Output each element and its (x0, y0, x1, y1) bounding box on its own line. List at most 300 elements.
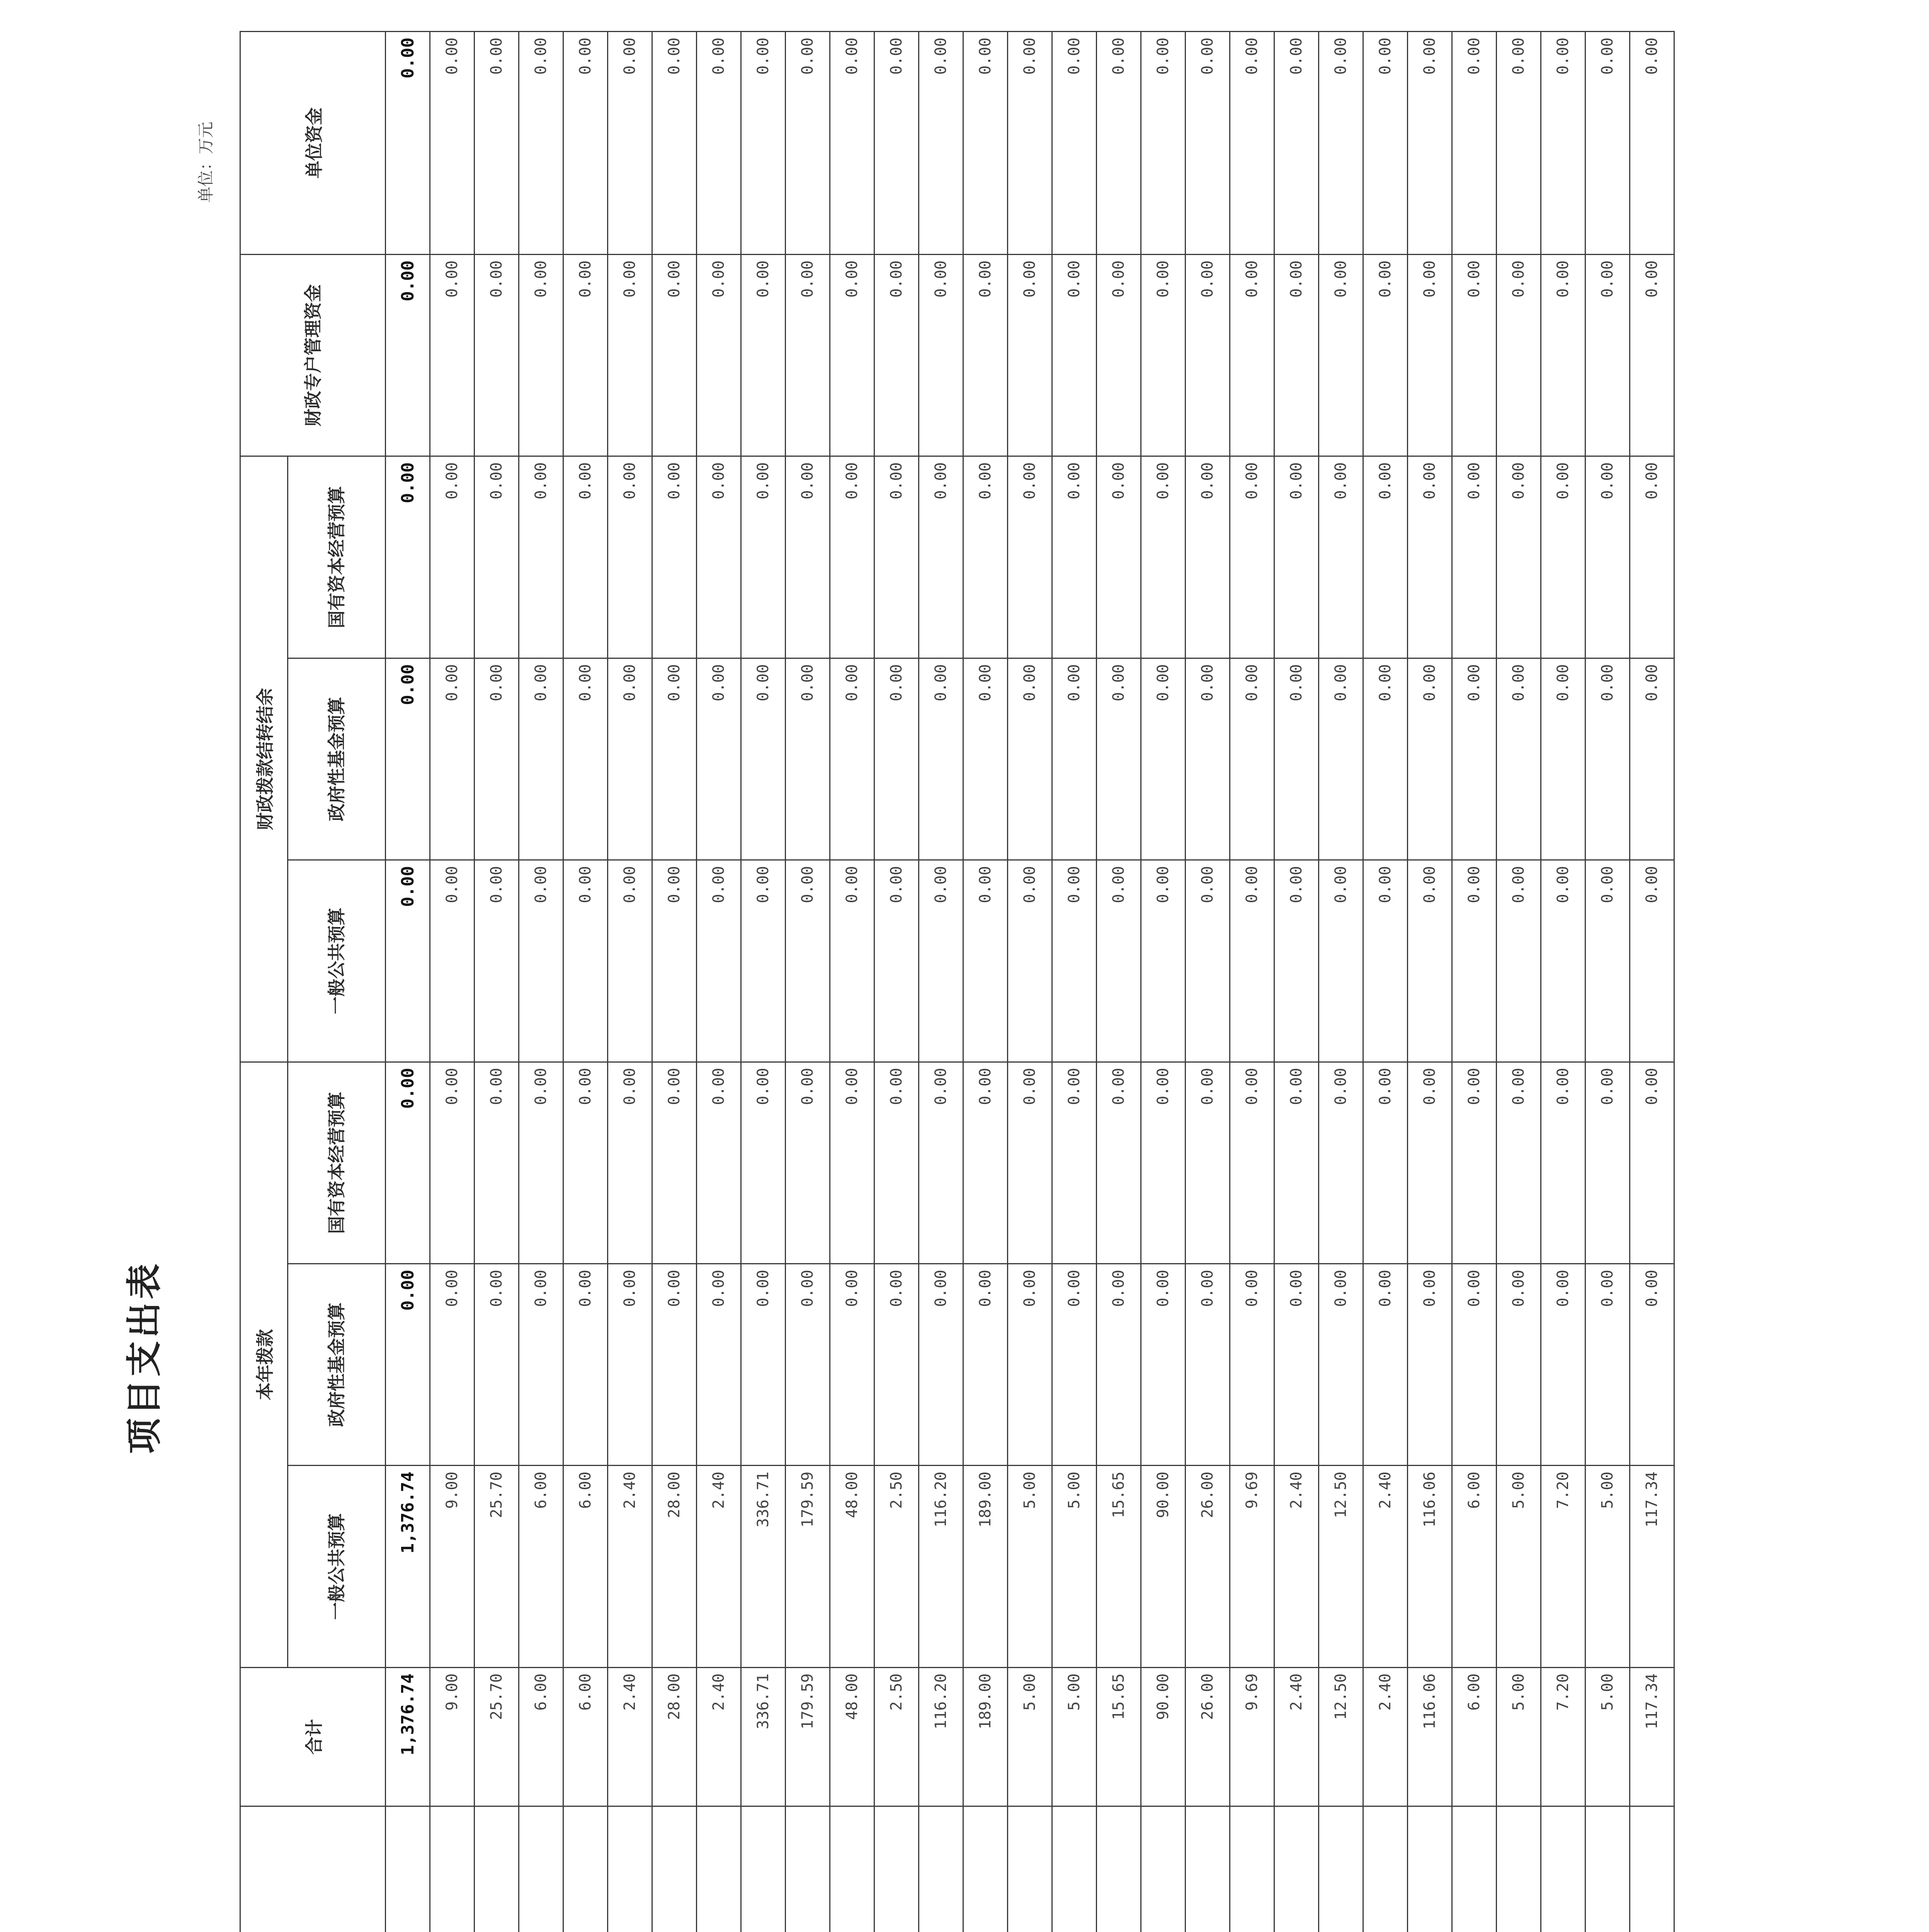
cell-s: 0.00 (1541, 1062, 1585, 1264)
cell-total: 116.20 (919, 1667, 963, 1806)
cell-f: 0.00 (697, 1264, 741, 1466)
cell-u: 0.00 (786, 32, 830, 255)
cell-total: 25.70 (475, 1667, 519, 1806)
cell-cf: 0.00 (1630, 658, 1674, 860)
cell-u: 0.00 (1497, 32, 1541, 255)
cell-project-name (1319, 1806, 1363, 1932)
cell-u: 0.00 (830, 32, 874, 255)
cell-cf: 0.00 (1541, 658, 1585, 860)
cell-total: 2.40 (1363, 1667, 1408, 1806)
cell-f: 0.00 (1497, 1264, 1541, 1466)
cell-sp: 0.00 (1230, 254, 1274, 456)
cell-cg: 0.00 (1052, 860, 1097, 1062)
cell-cs: 0.00 (1097, 456, 1141, 658)
cell-u: 0.00 (1141, 32, 1186, 255)
cell-u: 0.00 (1408, 32, 1452, 255)
cell-project-name (741, 1806, 786, 1932)
cell-sp: 0.00 (874, 254, 919, 456)
cell-project-name (652, 1806, 697, 1932)
cell-g: 6.00 (519, 1466, 563, 1667)
cell-cf: 0.00 (1408, 658, 1452, 860)
cell-cf: 0.00 (697, 658, 741, 860)
table-row (1541, 32, 1585, 1932)
cell-g: 5.00 (1585, 1466, 1630, 1667)
cell-f: 0.00 (786, 1264, 830, 1466)
cell-u: 0.00 (697, 32, 741, 255)
cell-cg: 0.00 (1097, 860, 1141, 1062)
table-row (430, 32, 475, 1932)
cell-total: 6.00 (519, 1667, 563, 1806)
cell-project-name (1408, 1806, 1452, 1932)
cell-cg: 0.00 (1408, 860, 1452, 1062)
cell-u: 0.00 (919, 32, 963, 255)
cell-cf: 0.00 (1230, 658, 1274, 860)
table-row (963, 32, 1008, 1932)
cell-project-name (1585, 1806, 1630, 1932)
cell-cg: 0.00 (1230, 860, 1274, 1062)
cell-cf: 0.00 (1186, 658, 1230, 860)
cell-cs: 0.00 (1452, 456, 1497, 658)
cell-project-name (874, 1806, 919, 1932)
cell-sp: 0.00 (519, 254, 563, 456)
table-row (1186, 32, 1230, 1932)
cell-f: 0.00 (652, 1264, 697, 1466)
cell-u: 0.00 (1630, 32, 1674, 255)
table-row (652, 32, 697, 1932)
cell-cs: 0.00 (874, 456, 919, 658)
cell-s: 0.00 (608, 1062, 652, 1264)
header-state-capital: 国有资本经营预算 (288, 1062, 386, 1264)
cell-cs: 0.00 (1541, 456, 1585, 658)
cell-cf: 0.00 (652, 658, 697, 860)
cell-f: 0.00 (1585, 1264, 1630, 1466)
cell-project-name (1097, 1806, 1141, 1932)
cell-g: 48.00 (830, 1466, 874, 1667)
cell-f: 0.00 (874, 1264, 919, 1466)
header-group-carry: 财政拨款结转结余 (240, 456, 288, 1062)
cell-g: 26.00 (1186, 1466, 1230, 1667)
cell-cf: 0.00 (1274, 658, 1319, 860)
cell-total: 336.71 (741, 1667, 786, 1806)
table-row (786, 32, 830, 1932)
cell-f: 0.00 (1230, 1264, 1274, 1466)
cell-cg: 0.00 (1585, 860, 1630, 1062)
table-row (741, 32, 786, 1932)
cell-g: 5.00 (1497, 1466, 1541, 1667)
header-special: 财政专户管理资金 (240, 254, 386, 456)
cell-s: 0.00 (1408, 1062, 1452, 1264)
cell-total: 5.00 (1052, 1667, 1097, 1806)
cell-cf: 0.00 (1052, 658, 1097, 860)
table-row (563, 32, 608, 1932)
cell-g: 6.00 (1452, 1466, 1497, 1667)
cell-s: 0.00 (1630, 1062, 1674, 1264)
cell-cs: 0.00 (608, 456, 652, 658)
cell-cf: 0.00 (1008, 658, 1052, 860)
cell-total: 179.59 (786, 1667, 830, 1806)
cell-f: 0.00 (741, 1264, 786, 1466)
cell-s: 0.00 (1319, 1062, 1363, 1264)
cell-cg: 0.00 (1186, 860, 1230, 1062)
cell-total: 5.00 (1585, 1667, 1630, 1806)
header-group-current: 本年拨款 (240, 1062, 288, 1667)
table-row (519, 32, 563, 1932)
cell-s: 0.00 (430, 1062, 475, 1264)
cell-u: 0.00 (1097, 32, 1141, 255)
page-title: 项目支出表 (123, 1260, 165, 1454)
cell-total: 26.00 (1186, 1667, 1230, 1806)
cell-total: 6.00 (563, 1667, 608, 1806)
table-row (1585, 32, 1630, 1932)
cell-g: 336.71 (741, 1466, 786, 1667)
cell-total: 5.00 (1008, 1667, 1052, 1806)
cell-cs: 0.00 (1274, 456, 1319, 658)
cell-s: 0.00 (1052, 1062, 1097, 1264)
header-general: 一般公共预算 (288, 1466, 386, 1667)
cell-g: 2.40 (608, 1466, 652, 1667)
cell-g: 2.40 (1274, 1466, 1319, 1667)
cell-f: 0.00 (1363, 1264, 1408, 1466)
cell-f: 0.00 (1630, 1264, 1674, 1466)
cell-cs: 0.00 (1585, 456, 1630, 658)
cell-total: 2.50 (874, 1667, 919, 1806)
cell-cs: 0.00 (741, 456, 786, 658)
table-row (1497, 32, 1541, 1932)
cell-project-name (1497, 1806, 1541, 1932)
cell-cs: 0.00 (1052, 456, 1097, 658)
cell-sp: 0.00 (652, 254, 697, 456)
cell-sp: 0.00 (430, 254, 475, 456)
cell-project-name (1274, 1806, 1319, 1932)
cell-g: 5.00 (1008, 1466, 1052, 1667)
cell-g: 5.00 (1052, 1466, 1097, 1667)
cell-g: 2.40 (1363, 1466, 1408, 1667)
cell-u: 0.00 (1363, 32, 1408, 255)
cell-total: 15.65 (1097, 1667, 1141, 1806)
cell-cf: 0.00 (1497, 658, 1541, 860)
cell-project-name (830, 1806, 874, 1932)
cell-cs: 0.00 (1497, 456, 1541, 658)
cell-cs: 0.00 (475, 456, 519, 658)
cell-total: 48.00 (830, 1667, 874, 1806)
cell-f: 0.00 (563, 1264, 608, 1466)
cell-g: 117.34 (1630, 1466, 1674, 1667)
cell-total: 28.00 (652, 1667, 697, 1806)
cell-g: 116.06 (1408, 1466, 1452, 1667)
cell-sp: 0.00 (741, 254, 786, 456)
cell-u: 0.00 (1452, 32, 1497, 255)
cell-total: 2.40 (608, 1667, 652, 1806)
cell-cs: 0.00 (430, 456, 475, 658)
cell-s: 0.00 (652, 1062, 697, 1264)
cell-sp: 0.00 (1497, 254, 1541, 456)
cell-sp: 0.00 (1186, 254, 1230, 456)
cell-cg: 0.00 (430, 860, 475, 1062)
cell-project-name (1008, 1806, 1052, 1932)
cell-s: 0.00 (874, 1062, 919, 1264)
cell-total: 2.40 (697, 1667, 741, 1806)
cell-project-name (1052, 1806, 1097, 1932)
cell-f: 0.00 (1541, 1264, 1585, 1466)
cell-s: 0.00 (1097, 1062, 1141, 1264)
cell-cf: 0.00 (386, 658, 430, 860)
cell-cg: 0.00 (1541, 860, 1585, 1062)
header-carry-general: 一般公共预算 (288, 860, 386, 1062)
cell-sp: 0.00 (1274, 254, 1319, 456)
cell-total: 1,376.74 (386, 1667, 430, 1806)
cell-g: 7.20 (1541, 1466, 1585, 1667)
cell-cf: 0.00 (874, 658, 919, 860)
cell-sp: 0.00 (1052, 254, 1097, 456)
cell-cg: 0.00 (786, 860, 830, 1062)
cell-sp: 0.00 (1141, 254, 1186, 456)
cell-f: 0.00 (519, 1264, 563, 1466)
header-carry-state-capital: 国有资本经营预算 (288, 456, 386, 658)
cell-g: 9.00 (430, 1466, 475, 1667)
cell-sp: 0.00 (1097, 254, 1141, 456)
cell-g: 12.50 (1319, 1466, 1363, 1667)
cell-cf: 0.00 (475, 658, 519, 860)
cell-u: 0.00 (519, 32, 563, 255)
cell-cg: 0.00 (963, 860, 1008, 1062)
cell-s: 0.00 (1363, 1062, 1408, 1264)
cell-u: 0.00 (1186, 32, 1230, 255)
cell-s: 0.00 (1585, 1062, 1630, 1264)
cell-cs: 0.00 (830, 456, 874, 658)
cell-f: 0.00 (1408, 1264, 1452, 1466)
table-row (874, 32, 919, 1932)
cell-u: 0.00 (430, 32, 475, 255)
cell-s: 0.00 (830, 1062, 874, 1264)
cell-cf: 0.00 (919, 658, 963, 860)
cell-total: 2.40 (1274, 1667, 1319, 1806)
cell-cg: 0.00 (919, 860, 963, 1062)
table-row (1008, 32, 1052, 1932)
cell-total: 189.00 (963, 1667, 1008, 1806)
cell-sp: 0.00 (1319, 254, 1363, 456)
cell-total: 90.00 (1141, 1667, 1186, 1806)
cell-u: 0.00 (475, 32, 519, 255)
cell-f: 0.00 (386, 1264, 430, 1466)
cell-cg: 0.00 (1497, 860, 1541, 1062)
cell-cs: 0.00 (697, 456, 741, 658)
cell-sp: 0.00 (830, 254, 874, 456)
cell-total: 5.00 (1497, 1667, 1541, 1806)
cell-cg: 0.00 (475, 860, 519, 1062)
cell-total: 9.00 (430, 1667, 475, 1806)
cell-cg: 0.00 (1363, 860, 1408, 1062)
cell-f: 0.00 (830, 1264, 874, 1466)
cell-cf: 0.00 (1585, 658, 1630, 860)
cell-cg: 0.00 (1452, 860, 1497, 1062)
cell-cs: 0.00 (1186, 456, 1230, 658)
unit-label: 单位：万元 (196, 121, 215, 203)
cell-sp: 0.00 (1363, 254, 1408, 456)
cell-u: 0.00 (963, 32, 1008, 255)
cell-project-name (919, 1806, 963, 1932)
cell-cf: 0.00 (1097, 658, 1141, 860)
cell-sp: 0.00 (919, 254, 963, 456)
cell-f: 0.00 (1052, 1264, 1097, 1466)
cell-cf: 0.00 (1363, 658, 1408, 860)
cell-s: 0.00 (386, 1062, 430, 1264)
cell-f: 0.00 (1319, 1264, 1363, 1466)
cell-u: 0.00 (386, 32, 430, 255)
cell-total: 117.34 (1630, 1667, 1674, 1806)
cell-cs: 0.00 (1008, 456, 1052, 658)
cell-u: 0.00 (652, 32, 697, 255)
cell-cs: 0.00 (1630, 456, 1674, 658)
table-row (608, 32, 652, 1932)
cell-g: 28.00 (652, 1466, 697, 1667)
cell-u: 0.00 (1585, 32, 1630, 255)
cell-s: 0.00 (919, 1062, 963, 1264)
cell-f: 0.00 (1186, 1264, 1230, 1466)
cell-s: 0.00 (963, 1062, 1008, 1264)
cell-total: 6.00 (1452, 1667, 1497, 1806)
table-row (1452, 32, 1497, 1932)
cell-f: 0.00 (919, 1264, 963, 1466)
cell-sp: 0.00 (1585, 254, 1630, 456)
cell-project-name (386, 1806, 430, 1932)
cell-f: 0.00 (963, 1264, 1008, 1466)
cell-s: 0.00 (1141, 1062, 1186, 1264)
cell-cs: 0.00 (1363, 456, 1408, 658)
cell-s: 0.00 (1230, 1062, 1274, 1264)
cell-cs: 0.00 (1319, 456, 1363, 658)
cell-total: 116.06 (1408, 1667, 1452, 1806)
cell-f: 0.00 (1097, 1264, 1141, 1466)
cell-u: 0.00 (1319, 32, 1363, 255)
header-unit-fund: 单位资金 (240, 32, 386, 255)
cell-s: 0.00 (1008, 1062, 1052, 1264)
cell-s: 0.00 (741, 1062, 786, 1264)
cell-cs: 0.00 (652, 456, 697, 658)
cell-project-name (1141, 1806, 1186, 1932)
cell-cg: 0.00 (386, 860, 430, 1062)
cell-sp: 0.00 (697, 254, 741, 456)
cell-cg: 0.00 (519, 860, 563, 1062)
table-row (1408, 32, 1452, 1932)
cell-cs: 0.00 (386, 456, 430, 658)
cell-g: 1,376.74 (386, 1466, 430, 1667)
table-row-total (386, 32, 430, 1932)
cell-s: 0.00 (519, 1062, 563, 1264)
cell-cg: 0.00 (1008, 860, 1052, 1062)
table-row (919, 32, 963, 1932)
table-row (1363, 32, 1408, 1932)
cell-sp: 0.00 (386, 254, 430, 456)
table-row (697, 32, 741, 1932)
cell-project-name (430, 1806, 475, 1932)
cell-g: 116.20 (919, 1466, 963, 1667)
cell-s: 0.00 (1452, 1062, 1497, 1264)
cell-f: 0.00 (1274, 1264, 1319, 1466)
cell-cf: 0.00 (1452, 658, 1497, 860)
cell-cg: 0.00 (1630, 860, 1674, 1062)
cell-sp: 0.00 (608, 254, 652, 456)
cell-cs: 0.00 (919, 456, 963, 658)
cell-cg: 0.00 (1319, 860, 1363, 1062)
table-row (830, 32, 874, 1932)
cell-s: 0.00 (786, 1062, 830, 1264)
cell-s: 0.00 (1274, 1062, 1319, 1264)
cell-f: 0.00 (608, 1264, 652, 1466)
cell-cs: 0.00 (786, 456, 830, 658)
cell-u: 0.00 (1008, 32, 1052, 255)
cell-cs: 0.00 (519, 456, 563, 658)
header-carry-fund: 政府性基金预算 (288, 658, 386, 860)
cell-cf: 0.00 (830, 658, 874, 860)
cell-u: 0.00 (1230, 32, 1274, 255)
cell-project-name (475, 1806, 519, 1932)
cell-u: 0.00 (1541, 32, 1585, 255)
cell-cf: 0.00 (741, 658, 786, 860)
cell-project-name (1630, 1806, 1674, 1932)
cell-u: 0.00 (608, 32, 652, 255)
cell-cf: 0.00 (786, 658, 830, 860)
cell-project-name (519, 1806, 563, 1932)
cell-cg: 0.00 (741, 860, 786, 1062)
cell-f: 0.00 (1008, 1264, 1052, 1466)
cell-total: 7.20 (1541, 1667, 1585, 1806)
cell-g: 179.59 (786, 1466, 830, 1667)
cell-cg: 0.00 (652, 860, 697, 1062)
cell-cf: 0.00 (519, 658, 563, 860)
cell-cs: 0.00 (1141, 456, 1186, 658)
cell-sp: 0.00 (475, 254, 519, 456)
table-row (475, 32, 519, 1932)
project-expenditure-table (240, 31, 1675, 1932)
cell-sp: 0.00 (1452, 254, 1497, 456)
cell-sp: 0.00 (1630, 254, 1674, 456)
cell-g: 15.65 (1097, 1466, 1141, 1667)
cell-cf: 0.00 (963, 658, 1008, 860)
cell-project-name (1230, 1806, 1274, 1932)
cell-project-name (1452, 1806, 1497, 1932)
table-row (1319, 32, 1363, 1932)
cell-project-name (563, 1806, 608, 1932)
cell-f: 0.00 (1452, 1264, 1497, 1466)
cell-cg: 0.00 (608, 860, 652, 1062)
cell-sp: 0.00 (963, 254, 1008, 456)
cell-f: 0.00 (1141, 1264, 1186, 1466)
cell-g: 2.50 (874, 1466, 919, 1667)
cell-u: 0.00 (563, 32, 608, 255)
cell-cf: 0.00 (608, 658, 652, 860)
cell-sp: 0.00 (563, 254, 608, 456)
cell-g: 189.00 (963, 1466, 1008, 1667)
cell-project-name (786, 1806, 830, 1932)
cell-f: 0.00 (475, 1264, 519, 1466)
cell-g: 2.40 (697, 1466, 741, 1667)
cell-sp: 0.00 (786, 254, 830, 456)
cell-u: 0.00 (874, 32, 919, 255)
cell-s: 0.00 (1186, 1062, 1230, 1264)
cell-s: 0.00 (1497, 1062, 1541, 1264)
cell-sp: 0.00 (1541, 254, 1585, 456)
cell-g: 9.69 (1230, 1466, 1274, 1667)
cell-cs: 0.00 (563, 456, 608, 658)
table-row (1141, 32, 1186, 1932)
cell-cg: 0.00 (1274, 860, 1319, 1062)
cell-cf: 0.00 (1141, 658, 1186, 860)
cell-u: 0.00 (1052, 32, 1097, 255)
cell-cg: 0.00 (563, 860, 608, 1062)
table-row (1630, 32, 1674, 1932)
cell-u: 0.00 (741, 32, 786, 255)
cell-cs: 0.00 (1230, 456, 1274, 658)
